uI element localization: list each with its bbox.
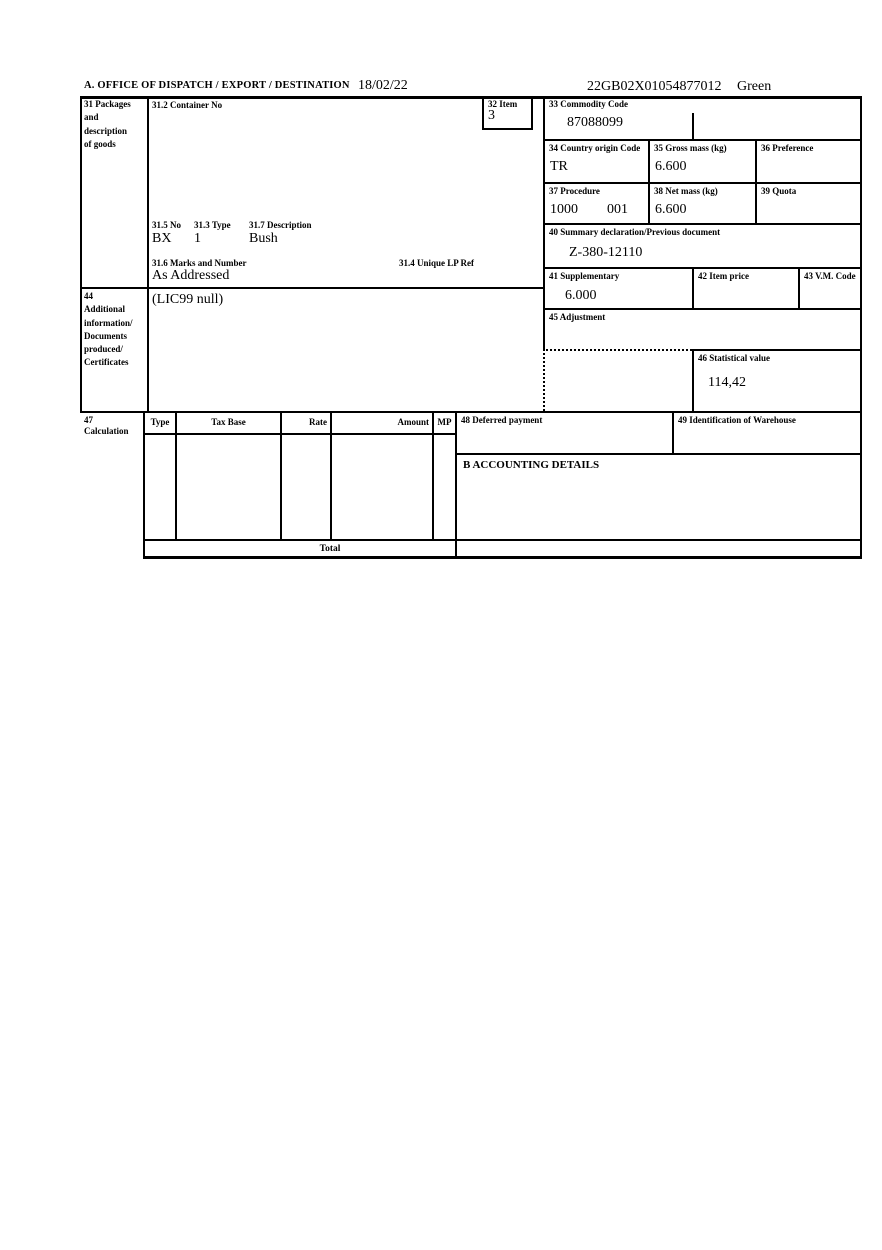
box-46-statistical-value (692, 349, 860, 411)
commodity-code-value: 87088099 (567, 115, 623, 130)
box-44-label-line: Additional (84, 304, 126, 315)
calc-cell-amount (330, 433, 432, 539)
item-label: 32 Item (488, 99, 518, 109)
country-origin-value: TR (550, 159, 568, 174)
supplementary-label: 41 Supplementary (549, 271, 620, 281)
procedure-label: 37 Procedure (549, 186, 600, 196)
gross-mass-label: 35 Gross mass (kg) (654, 143, 727, 153)
procedure-value-1: 1000 (550, 202, 578, 217)
box-45-adjustment (543, 308, 860, 349)
net-mass-value: 6.600 (655, 202, 687, 217)
summary-declaration-label: 40 Summary declaration/Previous document (549, 227, 721, 237)
routing-status: Green (737, 79, 772, 94)
box-b-accounting-details (455, 453, 860, 556)
box-31-label-line: and (84, 112, 99, 123)
packages-type-value: 1 (194, 231, 201, 246)
box-47-label-line: 47 (84, 415, 93, 425)
calc-cell-rate (280, 433, 330, 539)
calc-header-amount-label: Amount (397, 417, 429, 427)
item-price-label: 42 Item price (698, 271, 749, 281)
box-44-label-line: 44 (84, 291, 93, 301)
box-33-commodity-code (543, 97, 860, 139)
box-44-label-line: Certificates (84, 357, 129, 368)
box-44-additional-information (147, 287, 543, 411)
box-43-vm-code (798, 267, 860, 308)
box-31-label-line: description (84, 125, 128, 136)
calc-header-mp (432, 413, 455, 433)
declaration-date: 18/02/22 (358, 78, 408, 93)
deferred-payment-label: 48 Deferred payment (461, 415, 543, 425)
box-47-label-line: Calculation (84, 426, 129, 437)
statistical-value-label: 46 Statistical value (698, 353, 770, 363)
box-31-label-line: 31 Packages (84, 99, 131, 109)
supplementary-value: 6.000 (565, 288, 597, 303)
packages-description-label: 31.7 Description (249, 220, 312, 230)
calc-total-label: Total (319, 544, 341, 554)
calc-cell-type (143, 433, 175, 539)
box-39-quota (755, 182, 860, 223)
packages-no-value: BX (152, 231, 172, 246)
box-48-deferred-payment (455, 413, 672, 453)
calc-header-tax-base-label: Tax Base (211, 417, 246, 427)
calc-header-amount (330, 413, 432, 433)
declaration-reference-number: 22GB02X01054877012 (587, 79, 722, 94)
box-44-label-line: produced/ (84, 344, 123, 354)
form-right-border (860, 96, 862, 559)
box-40-summary-declaration (543, 223, 860, 267)
calc-header-mp-label: MP (437, 417, 452, 427)
summary-declaration-value: Z-380-12110 (569, 245, 643, 260)
adjustment-label: 45 Adjustment (549, 312, 606, 322)
statistical-value-dotted-area (543, 349, 692, 411)
country-origin-label: 34 Country origin Code (549, 143, 641, 153)
box-32-item (482, 97, 533, 130)
warehouse-identification-label: 49 Identification of Warehouse (678, 415, 796, 425)
packages-type-label: 31.3 Type (194, 220, 231, 230)
box-31-label (80, 97, 147, 287)
commodity-code-label: 33 Commodity Code (549, 99, 628, 109)
calc-header-type (143, 413, 175, 433)
calc-cell-mp (432, 433, 455, 539)
box-36-preference (755, 139, 860, 182)
unique-lp-ref-label: 31.4 Unique LP Ref (399, 258, 475, 268)
preference-label: 36 Preference (761, 143, 814, 153)
box-34-country-origin (543, 139, 648, 182)
container-no-label: 31.2 Container No (152, 100, 223, 110)
accounting-details-label: B ACCOUNTING DETAILS (463, 459, 600, 471)
quota-label: 39 Quota (761, 186, 797, 196)
box-35-gross-mass (648, 139, 755, 182)
item-number-value: 3 (488, 108, 495, 123)
procedure-value-2: 001 (607, 202, 628, 217)
box-42-item-price (692, 267, 798, 308)
box-47-label (84, 415, 144, 438)
packages-no-label: 31.5 No (152, 220, 181, 230)
box-44-label (80, 287, 147, 411)
box-31-label-line: of goods (84, 138, 116, 149)
calc-header-rate (280, 413, 330, 433)
form-bottom-border (143, 556, 862, 559)
net-mass-label: 38 Net mass (kg) (654, 186, 718, 196)
gross-mass-value: 6.600 (655, 159, 687, 174)
box-38-net-mass (648, 182, 755, 223)
vm-code-label: 43 V.M. Code (804, 271, 856, 281)
box-44-label-line: Documents (84, 330, 127, 341)
box-44-label-line: information/ (84, 317, 133, 328)
calc-header-tax-base (175, 413, 280, 433)
box-49-warehouse-identification (672, 413, 860, 453)
additional-information-value: (LIC99 null) (152, 292, 224, 307)
office-of-dispatch-heading: A. OFFICE OF DISPATCH / EXPORT / DESTINATION (84, 80, 350, 91)
calc-header-type-label: Type (150, 417, 170, 427)
marks-and-number-value: As Addressed (152, 268, 230, 283)
box-37-procedure (543, 182, 648, 223)
statistical-value-value: 114,42 (708, 375, 746, 390)
box-41-supplementary (543, 267, 692, 308)
marks-and-number-label: 31.6 Marks and Number (152, 258, 247, 268)
calc-header-rate-label: Rate (309, 417, 327, 427)
packages-description-value: Bush (249, 231, 278, 246)
calc-cell-tax-base (175, 433, 280, 539)
